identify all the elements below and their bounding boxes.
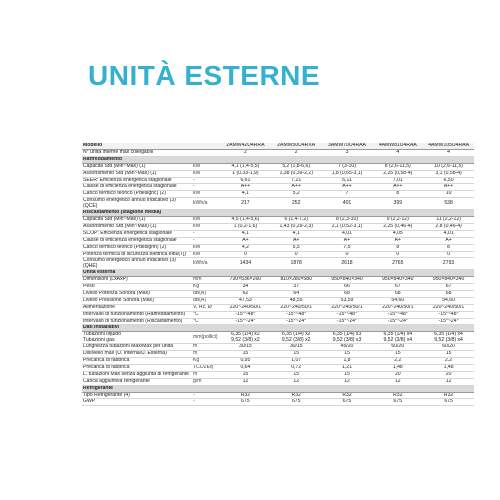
row-value: 0 xyxy=(372,251,423,258)
row-value: 64 xyxy=(271,290,322,297)
row-label: Livello Potenza Sonora (Max) xyxy=(82,290,192,297)
row-value: A+ xyxy=(372,237,423,244)
row-value: 54,60 xyxy=(423,297,474,304)
row-value: 675 xyxy=(372,399,423,406)
section-header-row xyxy=(82,325,474,332)
table-row xyxy=(82,351,474,358)
row-value: -15°~24° xyxy=(372,318,423,325)
row-label: Classe di efficienza energetica stagionale xyxy=(82,237,192,244)
row-value: 7 xyxy=(322,191,373,198)
row-value: 1,8 xyxy=(322,358,373,365)
row-value: 950×840×340 xyxy=(322,277,373,284)
row-value: 2,2 xyxy=(372,358,423,365)
row-value: A+ xyxy=(271,237,322,244)
row-value: 66 xyxy=(322,284,373,291)
row-value: 2793 xyxy=(423,258,474,270)
row-value: 220~240/50/1 xyxy=(423,304,474,311)
row-unit: kW xyxy=(192,191,220,198)
row-unit: m xyxy=(192,371,220,378)
row-unit: kW xyxy=(192,163,220,170)
row-value: 10 xyxy=(423,191,474,198)
row-value: 7,01 xyxy=(372,177,423,184)
row-label: Carica aggiuntiva refrigerante xyxy=(82,378,192,385)
row-value: 15 xyxy=(423,351,474,358)
row-value: 12 xyxy=(322,378,373,385)
row-value: 0,72 xyxy=(271,364,322,371)
row-value: 62 xyxy=(220,290,271,297)
row-value: 8 xyxy=(423,244,474,251)
row-label: SEER: Efficienza energetica stagionale xyxy=(82,177,192,184)
row-label: Assorbimento Std (Min~Max) (1) xyxy=(82,170,192,177)
row-value: 4,2 xyxy=(220,244,271,251)
row-value: 1 (0,33-1,9) xyxy=(220,170,271,177)
row-value: 4,05 xyxy=(372,230,423,237)
row-value: 12 xyxy=(271,378,322,385)
row-value: 1434 xyxy=(220,258,271,270)
table-row xyxy=(82,230,474,237)
row-value: 15 xyxy=(271,371,322,378)
row-value: 0 xyxy=(423,251,474,258)
row-value: 217 xyxy=(220,198,271,210)
row-value: 0 xyxy=(271,251,322,258)
section-title: Dati installativi xyxy=(82,325,474,332)
row-value: A++ xyxy=(423,184,474,191)
row-unit: mm xyxy=(192,277,220,284)
row-value: 810×280×580 xyxy=(271,277,322,284)
row-value: 0,95 xyxy=(220,358,271,365)
table-row xyxy=(82,163,474,170)
row-unit: - xyxy=(192,177,220,184)
row-value: 2,25 (0,58-4) xyxy=(372,170,423,177)
row-label: Carico termico teorico (Pdesignc) (2) xyxy=(82,191,192,198)
row-unit: - xyxy=(192,237,220,244)
row-unit: dB(A) xyxy=(192,297,220,304)
row-value: 220~240/50/1 xyxy=(322,304,373,311)
row-value: 6,35 (1/4) x4 9,52 (3/8) x4 xyxy=(372,332,423,344)
row-label: Capacità Std (Min~Max) (1) xyxy=(82,216,192,223)
page-title: UNITÀ ESTERNE xyxy=(88,60,321,91)
row-unit: - xyxy=(192,184,220,191)
row-value: R32 xyxy=(372,392,423,399)
row-value: R32 xyxy=(220,392,271,399)
row-unit xyxy=(192,149,220,156)
row-label: Consumo energetico annuo indicativo (3) (QCE) xyxy=(82,198,192,210)
row-value: 12 xyxy=(372,378,423,385)
row-value: 4,1 xyxy=(220,191,271,198)
row-value: -15°~24° xyxy=(322,318,373,325)
row-value: 30/15 xyxy=(271,344,322,351)
row-label: Livello Pressione Sonora (Max) xyxy=(82,297,192,304)
row-value: 1878 xyxy=(271,258,322,270)
row-value: 730×536×260 xyxy=(220,277,271,284)
row-value: 15 xyxy=(220,351,271,358)
row-value: 6,61 xyxy=(220,177,271,184)
row-value: -15°~48° xyxy=(220,311,271,318)
table-row xyxy=(82,344,474,351)
table-row xyxy=(82,284,474,291)
table-row xyxy=(82,191,474,198)
row-value: 45/20 xyxy=(322,344,373,351)
row-value: A+ xyxy=(322,237,373,244)
row-value: 12 xyxy=(423,378,474,385)
row-value: 950×840×340 xyxy=(372,277,423,284)
row-value: 9 (2,2-12) xyxy=(372,216,423,223)
row-value: 4,1 xyxy=(220,230,271,237)
row-unit: - xyxy=(192,392,220,399)
row-unit: kW xyxy=(192,251,220,258)
row-value: R32 xyxy=(322,392,373,399)
row-value: -15°~48° xyxy=(322,311,373,318)
row-value: A++ xyxy=(372,184,423,191)
row-value: R32 xyxy=(423,392,474,399)
section-header-row xyxy=(82,156,474,163)
row-value: -15°~48° xyxy=(271,311,322,318)
row-value: 2,1 (0,52-3,1) xyxy=(322,223,373,230)
row-value: A++ xyxy=(271,184,322,191)
row-value: 7,5 xyxy=(322,244,373,251)
row-value: 8 (2,3-10) xyxy=(322,216,373,223)
row-value: 220~240/50/1 xyxy=(220,304,271,311)
table-row xyxy=(82,258,474,270)
row-label: Intervallo di funzionamento (Raffreddamento) xyxy=(82,311,192,318)
row-unit: TCO2Eq xyxy=(192,364,220,371)
row-value: 1,48 xyxy=(423,364,474,371)
row-value: 60/20 xyxy=(372,344,423,351)
table-row xyxy=(82,318,474,325)
table-row xyxy=(82,177,474,184)
row-value: 3,1 (0,58-4) xyxy=(423,170,474,177)
row-value: A++ xyxy=(220,184,271,191)
row-value: 11 (2,2-12) xyxy=(423,216,474,223)
row-value: 4,01 xyxy=(423,230,474,237)
row-label: Lunghezza tubazioni Max/Max per unità xyxy=(82,344,192,351)
table-row xyxy=(82,198,474,210)
row-label: Peso xyxy=(82,284,192,291)
row-value: 6,35 (1/4) x2 9,52 (3/8) x2 xyxy=(271,332,322,344)
table-row xyxy=(82,311,474,318)
header-label: Modello xyxy=(82,143,192,149)
row-unit: kW xyxy=(192,170,220,177)
row-label: Consumo energetico annuo indicativo (3) (QHE) xyxy=(82,258,192,270)
row-value: 53,59 xyxy=(322,297,373,304)
row-value: 0 xyxy=(322,251,373,258)
row-value: 5,2 (1,8-6,6) xyxy=(271,163,322,170)
row-label: SCOP: Efficienza energetica stagionale xyxy=(82,230,192,237)
row-value: 60/20 xyxy=(423,344,474,351)
row-value: 48,55 xyxy=(271,297,322,304)
row-value: 3 xyxy=(322,149,373,156)
row-value: 34 xyxy=(220,284,271,291)
table-row xyxy=(82,237,474,244)
row-unit: - xyxy=(192,399,220,406)
row-unit: Kg xyxy=(192,358,220,365)
table-row xyxy=(82,358,474,365)
row-label: Tubazioni liquido Tubazioni gas xyxy=(82,332,192,344)
section-header-row xyxy=(82,385,474,392)
row-unit: - xyxy=(192,230,220,237)
row-unit: °C xyxy=(192,318,220,325)
row-label: N° unità interne max collegabili xyxy=(82,149,192,156)
row-label: Precarica di fabbrica xyxy=(82,364,192,371)
row-value: 2,25 (0,46-4) xyxy=(372,223,423,230)
row-value: 2,8 (0,46-4) xyxy=(423,223,474,230)
row-value: 6,35 (1/4) x4 9,52 (3/8) x4 xyxy=(423,332,474,344)
row-value: 5,2 xyxy=(271,191,322,198)
row-label: Capacità Std (Min~Max) (1) xyxy=(82,163,192,170)
row-value: 1 (0,2-1,6) xyxy=(220,223,271,230)
row-value: 2 xyxy=(271,149,322,156)
row-value: 10 (2,6-11,5) xyxy=(423,163,474,170)
row-value: 1,48 xyxy=(372,364,423,371)
row-unit: dB(A) xyxy=(192,290,220,297)
model-name: 4AMW81U4RAA xyxy=(372,143,423,149)
row-value: 538 xyxy=(423,198,474,210)
row-value: 4,1 (1,4-5,5) xyxy=(220,163,271,170)
table-row xyxy=(82,290,474,297)
row-value: 2618 xyxy=(322,258,373,270)
row-value: 6 (1,4-7,2) xyxy=(271,216,322,223)
row-value: 0,64 xyxy=(220,364,271,371)
table-row xyxy=(82,364,474,371)
row-value: -15°~48° xyxy=(372,311,423,318)
row-value: 47,53 xyxy=(220,297,271,304)
row-value: 6,11 xyxy=(322,177,373,184)
table-row xyxy=(82,277,474,284)
row-value: 54,60 xyxy=(372,297,423,304)
spec-table xyxy=(82,143,474,406)
row-value: 15 xyxy=(322,351,373,358)
row-value: 4,5 (1,4-5,6) xyxy=(220,216,271,223)
model-name: 4AMW105U4RAA xyxy=(423,143,474,149)
row-value: 2,2 xyxy=(423,358,474,365)
row-value: -15°~24° xyxy=(423,318,474,325)
row-value: 68 xyxy=(372,290,423,297)
row-unit: kW xyxy=(192,244,220,251)
row-value: 675 xyxy=(322,399,373,406)
row-label: Tipo Refrigerante (4) xyxy=(82,392,192,399)
row-value: 8 (2,6-11,5) xyxy=(372,163,423,170)
row-value: R32 xyxy=(271,392,322,399)
spec-table-body xyxy=(82,143,474,406)
row-label: Intervallo di funzionamento (Riscaldamento) xyxy=(82,318,192,325)
row-value: 675 xyxy=(423,399,474,406)
row-value: 1,07 xyxy=(271,358,322,365)
row-value: 6,50 xyxy=(423,177,474,184)
table-row xyxy=(82,392,474,399)
row-value: 401 xyxy=(322,198,373,210)
row-value: 950×840×340 xyxy=(423,277,474,284)
row-label: Classe di efficienza energetica stagionale xyxy=(82,184,192,191)
row-value: 15 xyxy=(220,371,271,378)
row-value: 220~240/50/1 xyxy=(372,304,423,311)
row-unit: mm(pollici) xyxy=(192,332,220,344)
row-unit: m xyxy=(192,344,220,351)
row-unit: kW xyxy=(192,223,220,230)
row-value: 8 xyxy=(372,191,423,198)
section-header-row xyxy=(82,270,474,277)
row-value: 1,8 (0,65-3,1) xyxy=(322,170,373,177)
row-label: Dimensioni (LxAxP) xyxy=(82,277,192,284)
row-value: A++ xyxy=(322,184,373,191)
row-unit: kWh/a xyxy=(192,258,220,270)
row-unit: V, Hz, Ø xyxy=(192,304,220,311)
model-name: 2AMW50U4RXA xyxy=(271,143,322,149)
row-value: 4 xyxy=(372,149,423,156)
row-value: 4,01 xyxy=(322,230,373,237)
row-unit: g/m xyxy=(192,378,220,385)
row-value: 68 xyxy=(322,290,373,297)
row-value: 2765 xyxy=(372,258,423,270)
table-row xyxy=(82,304,474,311)
row-value: A+ xyxy=(423,237,474,244)
table-row xyxy=(82,378,474,385)
row-unit: kWh/a xyxy=(192,198,220,210)
row-value: 1,43 (0,29-2,3) xyxy=(271,223,322,230)
row-label: Alimentazione xyxy=(82,304,192,311)
row-unit: °C xyxy=(192,311,220,318)
row-value: 15 xyxy=(372,351,423,358)
table-row xyxy=(82,223,474,230)
table-row xyxy=(82,216,474,223)
row-value: 6,35 (1/4) x3 9,52 (3/8) x3 xyxy=(322,332,373,344)
section-header-row xyxy=(82,210,474,217)
row-value: 20 xyxy=(423,371,474,378)
table-row xyxy=(82,170,474,177)
row-label: L. tubazioni Max senza aggiunta di refrigerante xyxy=(82,371,192,378)
table-row xyxy=(82,149,474,156)
row-value: 7 (3-10) xyxy=(322,163,373,170)
row-label: Assorbimento Std (Min~Max) (1) xyxy=(82,223,192,230)
row-value: 5,5 xyxy=(271,244,322,251)
section-title: Raffreddamento xyxy=(82,156,474,163)
row-value: 1,21 xyxy=(322,364,373,371)
row-value: 7,21 xyxy=(271,177,322,184)
row-label: Dislivello max (U. Interna/U. Esterna) xyxy=(82,351,192,358)
row-unit: kW xyxy=(192,216,220,223)
row-value: 220~240/50/1 xyxy=(271,304,322,311)
row-label: Carico termico teorico (Pdesignh) (2) xyxy=(82,244,192,251)
row-label: GWP xyxy=(82,399,192,406)
section-title: Unità esterna xyxy=(82,270,474,277)
row-value: 675 xyxy=(220,399,271,406)
row-value: 30/15 xyxy=(220,344,271,351)
model-name: 3AMW70U4RAA xyxy=(322,143,373,149)
table-row xyxy=(82,371,474,378)
row-value: 8 xyxy=(372,244,423,251)
row-value: 1,38 (0,39-2,2) xyxy=(271,170,322,177)
row-value: 399 xyxy=(372,198,423,210)
row-value: 67 xyxy=(423,284,474,291)
section-title: Refrigerante xyxy=(82,385,474,392)
row-value: 0 xyxy=(220,251,271,258)
row-unit: Kg xyxy=(192,284,220,291)
row-value: 6,35 (1/4) x2 9,52 (3/8) x2 xyxy=(220,332,271,344)
table-row xyxy=(82,184,474,191)
row-value: 68 xyxy=(423,290,474,297)
row-value: 37 xyxy=(271,284,322,291)
row-value: 4,1 xyxy=(271,230,322,237)
table-row xyxy=(82,297,474,304)
model-name: 2AMW42U4RRA xyxy=(220,143,271,149)
row-value: 12 xyxy=(220,378,271,385)
table-row xyxy=(82,332,474,344)
table-row xyxy=(82,251,474,258)
row-value: 15 xyxy=(322,371,373,378)
row-value: 15 xyxy=(271,351,322,358)
row-value: 67 xyxy=(372,284,423,291)
row-value: A+ xyxy=(220,237,271,244)
row-value: 4 xyxy=(423,149,474,156)
row-value: -15°~24° xyxy=(220,318,271,325)
row-value: 252 xyxy=(271,198,322,210)
row-value: 2 xyxy=(220,149,271,156)
table-row xyxy=(82,399,474,406)
table-row xyxy=(82,244,474,251)
row-value: 20 xyxy=(372,371,423,378)
section-title: Riscaldamento (stagione media) xyxy=(82,210,474,217)
row-unit: m xyxy=(192,351,220,358)
row-value: -15°~48° xyxy=(423,311,474,318)
row-value: -15°~24° xyxy=(271,318,322,325)
row-label: Precarica di fabbrica xyxy=(82,358,192,365)
row-label: Potenza termica di sicurezza elettrica elbu(Tj) xyxy=(82,251,192,258)
row-value: 675 xyxy=(271,399,322,406)
